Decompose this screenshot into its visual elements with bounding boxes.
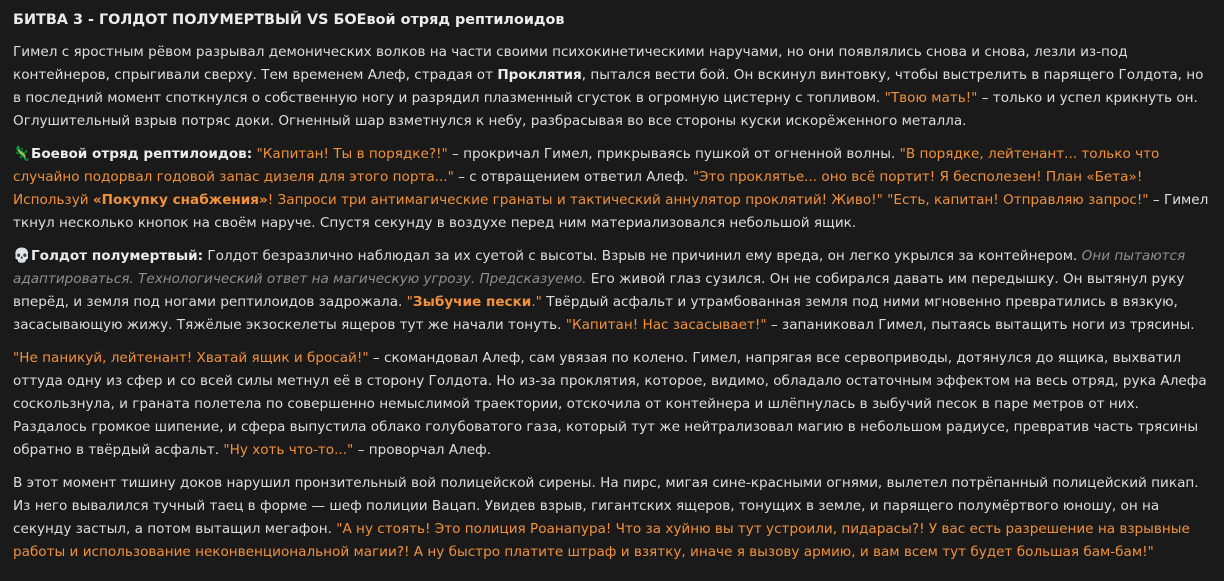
quote: ! Запроси три антимагические гранаты и тактический аннулятор проклятий! Живо!" "Есть, капитан! Отправляю запрос!" bbox=[267, 192, 1149, 208]
text: , пытался вести бой. Он вскинул винтовку, чтобы выстрелить в парящего Голдота, но в последний момент споткнулся о собственную ногу и разрядил плазменный сгусток в огромную цистерну с топливом. bbox=[13, 67, 1204, 106]
text: – проворчал Алеф. bbox=[353, 442, 492, 458]
quote: "А ну стоять! Это полиция Роанапура! Что за хуйню вы тут устроили, пидарасы?! У вас есть разрешение на взрывные работы и использование неконвенциональной магии?! А ну быстро платите штраф и взятку, иначе я вызову армию, и вам всем тут будет большая бам-бам!" bbox=[13, 521, 1190, 560]
text: – Гимел ткнул несколько кнопок на своём наруче. Спустя секунду в воздухе перед ним материализовался небольшой ящик. bbox=[13, 192, 1209, 231]
quote: "В порядке, лейтенант... только что случайно подорвал годовой запас дизеля для этого порта..." bbox=[13, 146, 1160, 185]
text: Твёрдый асфальт и утрамбованная земля под ними мгновенно превратились в вязкую, засасывающую жижу. Тяжёлые экзоскелеты ящеров тут же начали тонуть. bbox=[13, 294, 1178, 333]
battle-title: БИТВА 3 - ГОЛДОТ ПОЛУМЕРТВЫЙ VS БОЕвой отряд рептилоидов bbox=[13, 12, 565, 28]
paragraph-2 bbox=[13, 143, 1212, 235]
paragraph-1 bbox=[13, 41, 1212, 133]
text: Его живой глаз сузился. Он не собирался давать им передышку. Он вытянул руку вперёд, и земля под ногами рептилоидов задрожала. bbox=[13, 271, 1185, 310]
paragraph-4 bbox=[13, 347, 1212, 462]
quote: "Ну хоть что-то..." bbox=[223, 442, 354, 458]
speaker-label: Голдот полумертвый: bbox=[31, 248, 204, 264]
quote: " bbox=[406, 294, 413, 310]
text: – только и успел крикнуть он. Оглушительный взрыв потряс доки. Огненный шар взметнулся к небу, разбрасывая во все стороны куски искорёженного металла. bbox=[13, 90, 1198, 129]
lizard-icon: 🦎 bbox=[13, 146, 31, 162]
quote: "Не паникуй, лейтенант! Хватай ящик и бросай!" bbox=[13, 350, 369, 366]
quote: ." bbox=[531, 294, 542, 310]
text: Голдот безразлично наблюдал за их суетой с высоты. Взрыв не причинил ему вреда, он легко укрылся за контейнером. bbox=[203, 248, 1082, 264]
paragraph-5 bbox=[13, 472, 1212, 564]
text: – прокричал Гимел, прикрываясь пушкой от огненной волны. bbox=[447, 146, 900, 162]
paragraph-3 bbox=[13, 245, 1212, 337]
speaker-label: Боевой отряд рептилоидов: bbox=[31, 146, 253, 162]
text: В этот момент тишину доков нарушил пронзительный вой полицейской сирены. На пирс, мигая сине-красными огнями, вылетел потрёпанный полицейский пикап. Из него вывалился тучный таец в форме — шеф полиции Вацап. Увидев взрыв, гигантских ящеров, тонущих в земле, и парящего полумёртвого юношу, он на секунду застыл, а потом вытащил мегафон. bbox=[13, 475, 1199, 537]
text: – запаниковал Гимел, пытаясь вытащить ноги из трясины. bbox=[766, 317, 1195, 333]
text: – с отвращением ответил Алеф. bbox=[453, 169, 693, 185]
skull-icon: 💀 bbox=[13, 248, 31, 264]
bold-term: Проклятия bbox=[497, 67, 582, 83]
quote: "Капитан! Ты в порядке?!" bbox=[252, 146, 448, 162]
quote: "Капитан! Нас засасывает!" bbox=[565, 317, 767, 333]
bold-quote-term: «Покупку снабжения» bbox=[92, 192, 268, 208]
text: Гимел с яростным рёвом разрывал демонических волков на части своими психокинетическими наручами, но они появлялись снова и снова, лезли из-под контейнеров, спрыгивали сверху. Тем временем Алеф, страдая от bbox=[13, 44, 1128, 83]
text: – скомандовал Алеф, сам увязая по колено. Гимел, напрягая все сервоприводы, дотянулся до ящика, выхватил оттуда одну из сфер и со всей силы метнул её в сторону Голдота. Но из-за проклятия, которое, видимо, обладало остаточным эффектом на весь отряд, рука Алефа соскользнула, и граната полетела по совершенно немыслимой траектории, отскочила от контейнера и шлёпнулась в зыбучий песок в паре метров от них. Раздалось громкое шипение, и сфера выпустила облако голубоватого газа, который тут же нейтрализовал магию в небольшом радиусе, превратив часть трясины обратно в твёрдый асфальт. bbox=[13, 350, 1207, 458]
quote: "Это проклятье... оно всё портит! Я бесполезен! План «Бета»! Используй bbox=[13, 169, 1143, 208]
italic-thought: Они пытаются адаптироваться. Технологический ответ на магическую угрозу. Предсказуемо. bbox=[13, 248, 1186, 287]
bold-quote-term: Зыбучие пески bbox=[412, 294, 532, 310]
quote: "Твою мать!" bbox=[884, 90, 978, 106]
